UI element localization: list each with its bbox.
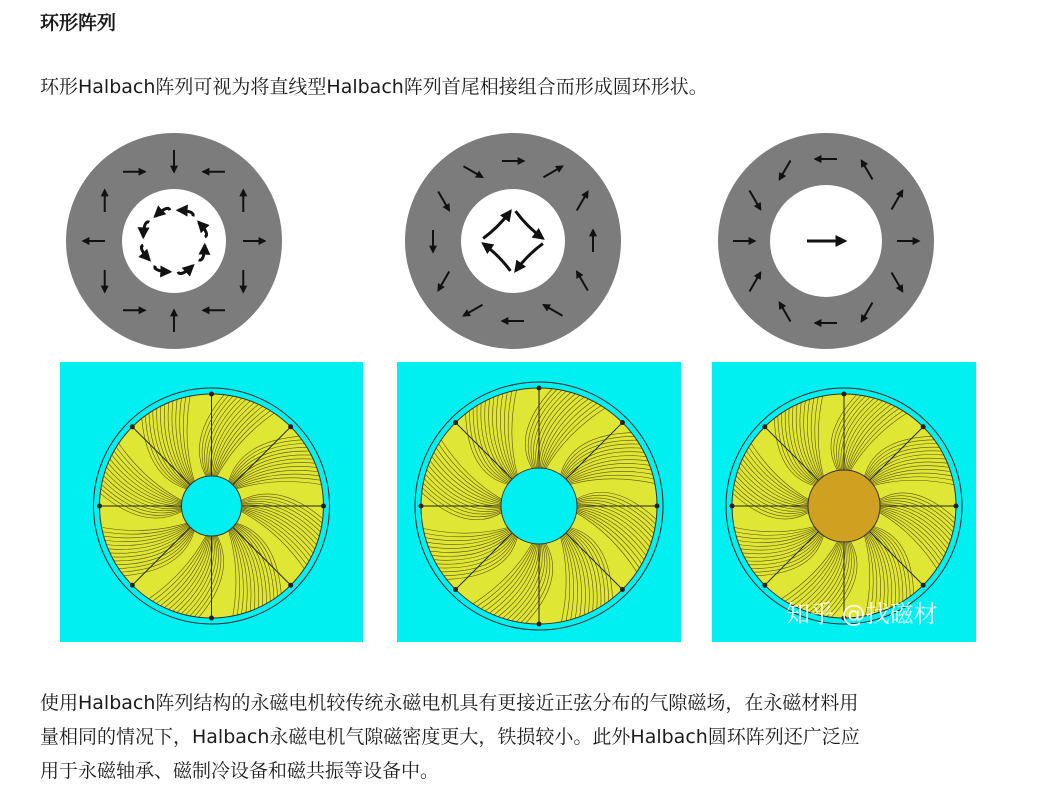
section-heading: 环形阵列 — [40, 12, 117, 34]
halbach-ring-uniform-icon — [718, 133, 934, 349]
halbach-ring-p1-icon — [405, 133, 621, 349]
flux-plot-p2-icon — [397, 362, 681, 642]
flux-plot-p4-icon — [60, 362, 363, 642]
body-line: 使用Halbach阵列结构的永磁电机较传统永磁电机具有更接近正弦分布的气隙磁场，在永磁材料用 — [40, 692, 859, 714]
watermark-text: 知乎 @找磁材 — [786, 600, 938, 628]
body-paragraph — [40, 686, 1030, 788]
body-line: 量相同的情况下，Halbach永磁电机气隙磁密度更大，铁损较小。此外Halbach圆环阵列还广泛应 — [40, 726, 860, 748]
body-line: 用于永磁轴承、磁制冷设备和磁共振等设备中。 — [40, 760, 440, 782]
halbach-ring-p2-icon — [66, 133, 282, 349]
intro-paragraph: 环形Halbach阵列可视为将直线型Halbach阵列首尾相接组合而形成圆环形状。 — [40, 76, 708, 98]
halbach-figure — [58, 130, 983, 642]
